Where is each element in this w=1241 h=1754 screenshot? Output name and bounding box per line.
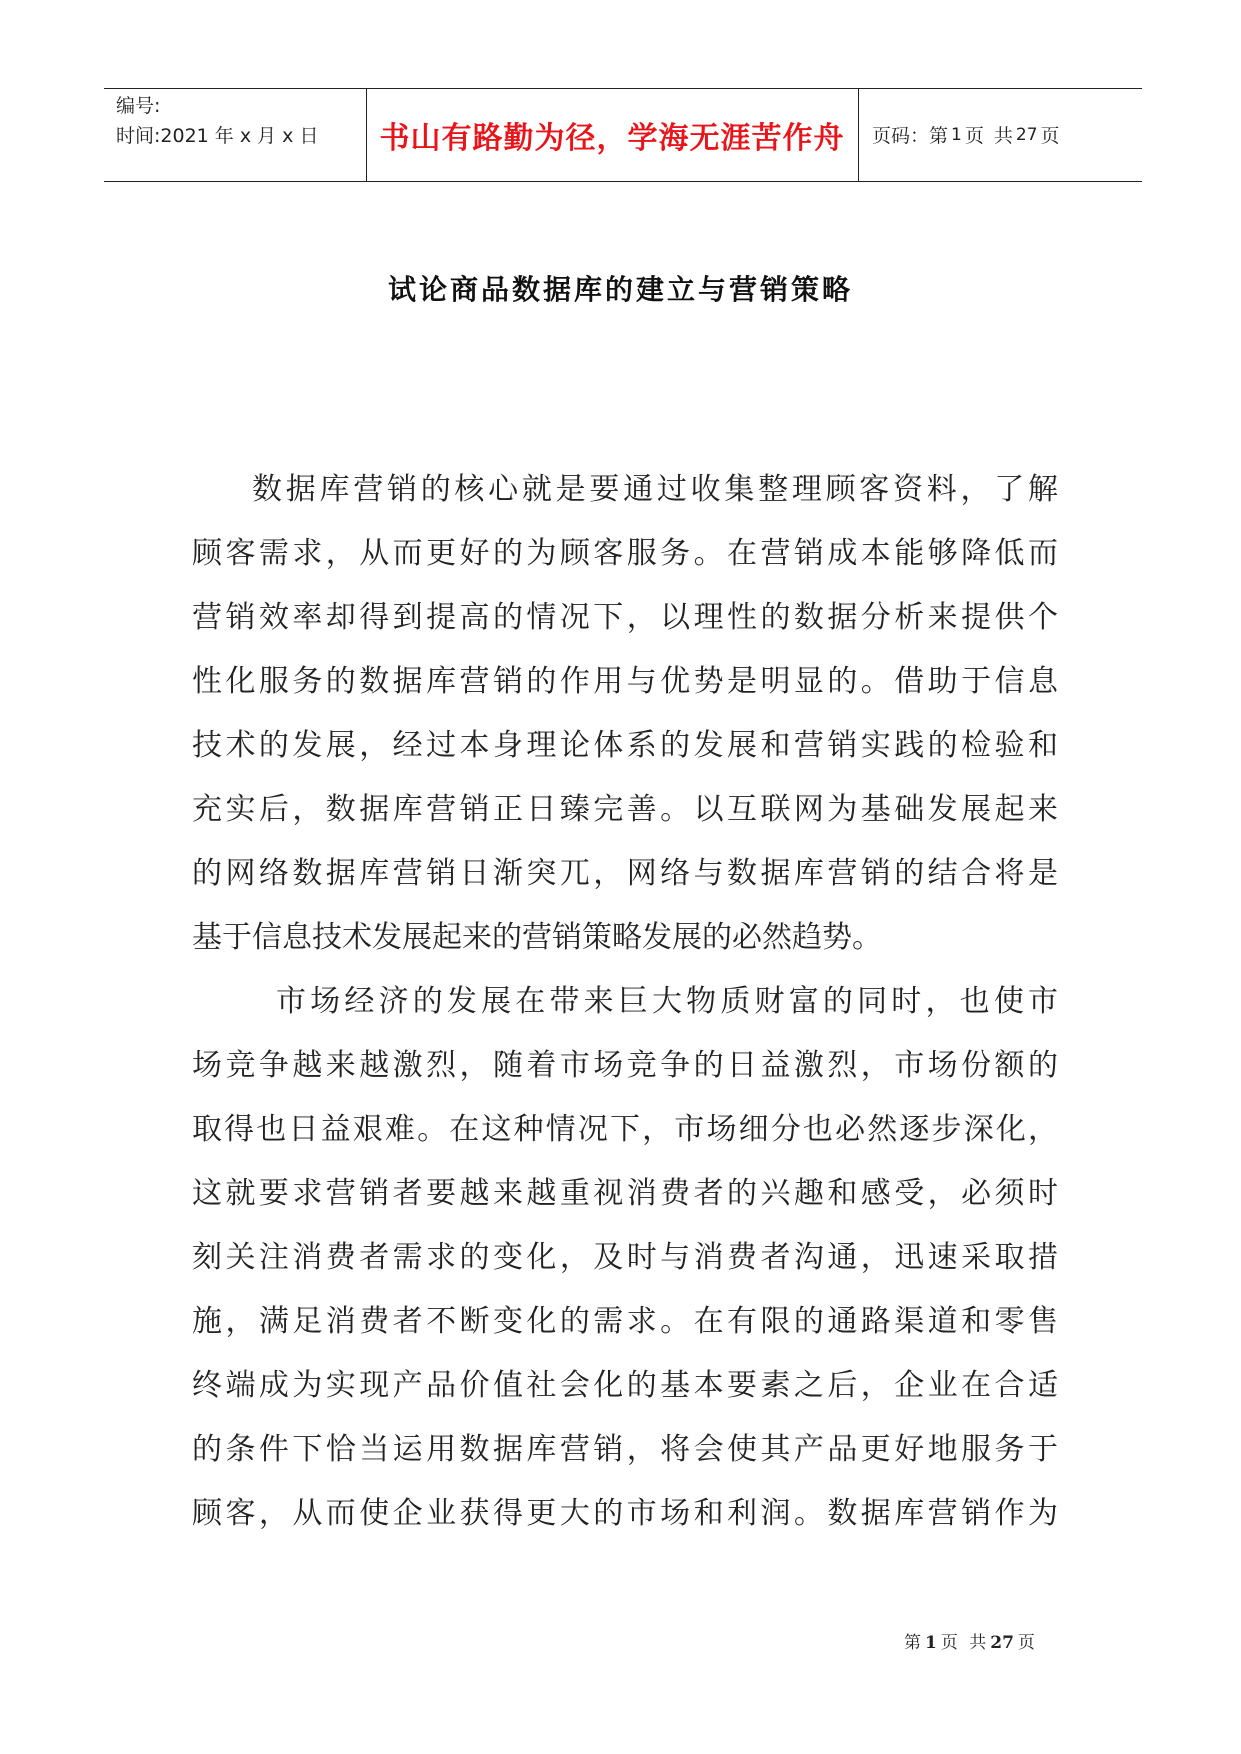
- paragraph-line: 场竞争越来越激烈，随着市场竞争的日益激烈，市场份额的: [192, 1048, 1058, 1083]
- page-header: [104, 88, 1142, 182]
- header-page-info: [858, 89, 1060, 180]
- document-title: 试论商品数据库的建立与营销策略: [387, 273, 853, 306]
- document-body: [192, 458, 1058, 1546]
- paragraph-line: 刻关注消费者需求的变化，及时与消费者沟通，迅速采取措: [192, 1240, 1058, 1275]
- total-prefix: 共: [993, 125, 1013, 147]
- footer-total-prefix: 共: [969, 1633, 987, 1653]
- header-motto: 书山有路勤为径，学海无涯苦作舟: [379, 120, 845, 156]
- footer-prefix: 第: [904, 1633, 921, 1653]
- paragraph-line: 的网络数据库营销日渐突兀，网络与数据库营销的结合将是: [192, 856, 1058, 891]
- total-unit: 页: [1040, 125, 1060, 147]
- time-label: 时间:: [116, 125, 161, 147]
- paragraph-line: 的条件下恰当运用数据库营销，将会使其产品更好地服务于: [192, 1432, 1058, 1467]
- paragraph-line: 充实后，数据库营销正日臻完善。以互联网为基础发展起来: [192, 792, 1058, 827]
- footer-total-pages: 27: [990, 1633, 1014, 1653]
- paragraph-line: 施，满足消费者不断变化的需求。在有限的通路渠道和零售: [192, 1304, 1058, 1339]
- paragraph-line: 顾客，从而使企业获得更大的市场和利润。数据库营销作为: [192, 1496, 1058, 1531]
- footer-total-unit: 页: [1017, 1633, 1035, 1653]
- total-pages: 27: [1015, 124, 1038, 145]
- footer-page-number: 1: [925, 1633, 937, 1653]
- paragraph-line: 技术的发展，经过本身理论体系的发展和营销实践的检验和: [192, 728, 1058, 763]
- page-prefix: 页码：第: [872, 125, 949, 147]
- paragraph-line: 取得也日益艰难。在这种情况下，市场细分也必然逐步深化，: [192, 1112, 1058, 1147]
- paragraph-line: 这就要求营销者要越来越重视消费者的兴趣和感受，必须时: [192, 1176, 1058, 1211]
- page-unit: 页: [964, 125, 984, 147]
- page-number: 1: [951, 124, 962, 145]
- paragraph-line: 基于信息技术发展起来的营销策略发展的必然趋势。: [192, 920, 882, 955]
- header-meta: [116, 91, 361, 151]
- paragraph-line: 市场经济的发展在带来巨大物质财富的同时，也使市: [276, 984, 1058, 1019]
- paragraph-line: 顾客需求，从而更好的为顾客服务。在营销成本能够降低而: [192, 536, 1058, 571]
- time-value: 2021 年 x 月 x 日: [160, 125, 319, 147]
- paragraph-line: 终端成为实现产品价值社会化的基本要素之后，企业在合适: [192, 1368, 1058, 1403]
- page-footer: [904, 1628, 1035, 1653]
- paragraph-line: 营销效率却得到提高的情况下，以理性的数据分析来提供个: [192, 600, 1058, 635]
- paragraph-line: 数据库营销的核心就是要通过收集整理顾客资料，了解: [252, 472, 1058, 507]
- paragraph-line: 性化服务的数据库营销的作用与优势是明显的。借助于信息: [192, 664, 1058, 699]
- number-label: 编号:: [116, 95, 161, 117]
- time-row: [116, 121, 361, 151]
- footer-page-unit: 页: [940, 1633, 958, 1653]
